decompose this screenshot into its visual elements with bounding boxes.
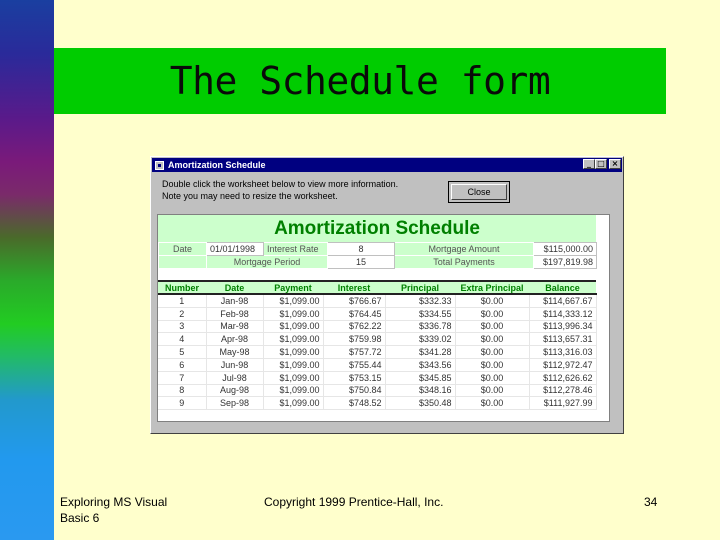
interest-rate-value[interactable]: 8 [328,243,395,256]
worksheet[interactable] [157,214,610,422]
total-payments-value[interactable]: $197,819.98 [534,256,597,269]
table-cell[interactable]: $345.85 [385,371,455,384]
slide-title: The Schedule form [169,59,551,103]
instructions [162,178,398,202]
table-cell[interactable]: $762.22 [323,320,385,333]
column-header[interactable]: Extra Principal [455,281,529,294]
interest-rate-label: Interest Rate [264,243,328,256]
footer-course-line-2: Basic 6 [60,511,100,525]
table-cell[interactable]: $0.00 [455,384,529,397]
table-cell[interactable]: Jul-98 [206,371,263,384]
close-button-label: Close [451,184,507,200]
table-cell[interactable]: $1,099.00 [263,358,323,371]
table-cell[interactable]: $1,099.00 [263,333,323,346]
app-icon[interactable] [155,161,164,170]
table-cell[interactable]: $348.16 [385,384,455,397]
table-cell[interactable]: $112,278.46 [529,384,596,397]
column-header[interactable]: Principal [385,281,455,294]
window-titlebar[interactable] [152,158,622,172]
table-cell[interactable]: $759.98 [323,333,385,346]
spacer-row [158,269,596,280]
table-cell[interactable]: $0.00 [455,307,529,320]
table-cell[interactable]: $1,099.00 [263,294,323,307]
table-cell[interactable]: 5 [158,346,206,359]
table-cell[interactable]: $755.44 [323,358,385,371]
page-number: 34 [644,495,658,509]
table-cell[interactable]: $1,099.00 [263,397,323,410]
table-cell[interactable]: $339.02 [385,333,455,346]
table-cell[interactable]: $750.84 [323,384,385,397]
mortgage-period-value[interactable]: 15 [328,256,395,269]
schedule-header-row [158,281,596,294]
loan-info-table [158,242,597,269]
table-cell[interactable]: $112,626.62 [529,371,596,384]
footer-course [60,494,167,526]
table-cell[interactable]: $0.00 [455,371,529,384]
slide-sidebar-gradient [0,0,54,540]
table-cell[interactable]: 1 [158,294,206,307]
table-row[interactable] [158,384,596,397]
table-cell[interactable]: $764.45 [323,307,385,320]
table-cell[interactable]: 7 [158,371,206,384]
table-row[interactable] [158,333,596,346]
column-header[interactable]: Interest [323,281,385,294]
table-cell[interactable]: $334.55 [385,307,455,320]
window-title: Amortization Schedule [168,160,266,170]
table-cell[interactable]: $757.72 [323,346,385,359]
table-cell[interactable]: 3 [158,320,206,333]
table-cell[interactable]: May-98 [206,346,263,359]
table-cell[interactable]: $113,657.31 [529,333,596,346]
close-button[interactable] [448,181,510,203]
table-cell[interactable]: $748.52 [323,397,385,410]
column-header[interactable]: Date [206,281,263,294]
table-cell[interactable]: 4 [158,333,206,346]
schedule-table[interactable] [158,280,597,410]
table-cell[interactable]: Mar-98 [206,320,263,333]
table-cell[interactable]: Apr-98 [206,333,263,346]
table-cell[interactable]: $1,099.00 [263,320,323,333]
table-cell[interactable]: $0.00 [455,346,529,359]
footer-copyright: Copyright 1999 Prentice-Hall, Inc. [264,495,444,509]
table-cell[interactable]: $113,316.03 [529,346,596,359]
total-payments-label: Total Payments [395,256,534,269]
amortization-window [150,156,624,434]
table-cell[interactable]: $113,996.34 [529,320,596,333]
table-cell[interactable]: $753.15 [323,371,385,384]
date-label: Date [159,243,207,256]
table-cell[interactable]: $766.67 [323,294,385,307]
table-row[interactable] [158,294,596,307]
table-cell[interactable]: 9 [158,397,206,410]
table-cell[interactable]: Aug-98 [206,384,263,397]
table-cell[interactable]: $332.33 [385,294,455,307]
table-cell[interactable]: 2 [158,307,206,320]
table-cell[interactable]: $343.56 [385,358,455,371]
table-row[interactable] [158,358,596,371]
table-cell[interactable]: $0.00 [455,294,529,307]
column-header[interactable]: Number [158,281,206,294]
minimize-button[interactable]: _ [583,159,595,169]
table-cell[interactable]: $341.28 [385,346,455,359]
table-cell[interactable]: $1,099.00 [263,307,323,320]
blank-cell [159,256,207,269]
table-row[interactable] [158,320,596,333]
close-window-button[interactable]: × [609,159,621,169]
table-cell[interactable]: $0.00 [455,397,529,410]
table-cell[interactable]: $1,099.00 [263,346,323,359]
slide-title-band [54,48,666,114]
mortgage-amount-label: Mortgage Amount [395,243,534,256]
table-cell[interactable]: $0.00 [455,320,529,333]
table-row[interactable] [158,397,596,410]
table-cell[interactable]: Sep-98 [206,397,263,410]
table-cell[interactable]: $336.78 [385,320,455,333]
worksheet-title: Amortization Schedule [158,215,596,242]
loan-info-row [159,256,597,269]
table-cell[interactable]: $350.48 [385,397,455,410]
footer-course-line-1: Exploring MS Visual [60,495,168,509]
table-cell[interactable]: $112,972.47 [529,358,596,371]
table-cell[interactable]: 8 [158,384,206,397]
table-cell[interactable]: Jan-98 [206,294,263,307]
table-cell[interactable]: $0.00 [455,333,529,346]
instruction-line-2: Note you may need to resize the worksheet. [162,191,338,201]
table-cell[interactable]: $111,927.99 [529,397,596,410]
column-header[interactable]: Payment [263,281,323,294]
date-value[interactable]: 01/01/1998 [207,243,264,256]
table-row[interactable] [158,307,596,320]
instruction-line-1: Double click the worksheet below to view more information. [162,179,399,189]
table-cell[interactable]: $114,333.12 [529,307,596,320]
mortgage-period-label: Mortgage Period [207,256,328,269]
table-cell[interactable]: $114,667.67 [529,294,596,307]
loan-info-row [159,243,597,256]
table-cell[interactable]: Jun-98 [206,358,263,371]
mortgage-amount-value[interactable]: $115,000.00 [534,243,597,256]
table-row[interactable] [158,346,596,359]
column-header[interactable]: Balance [529,281,596,294]
table-cell[interactable]: $1,099.00 [263,371,323,384]
table-cell[interactable]: Feb-98 [206,307,263,320]
table-cell[interactable]: $1,099.00 [263,384,323,397]
table-row[interactable] [158,371,596,384]
maximize-button[interactable]: □ [595,159,607,169]
table-cell[interactable]: $0.00 [455,358,529,371]
table-cell[interactable]: 6 [158,358,206,371]
